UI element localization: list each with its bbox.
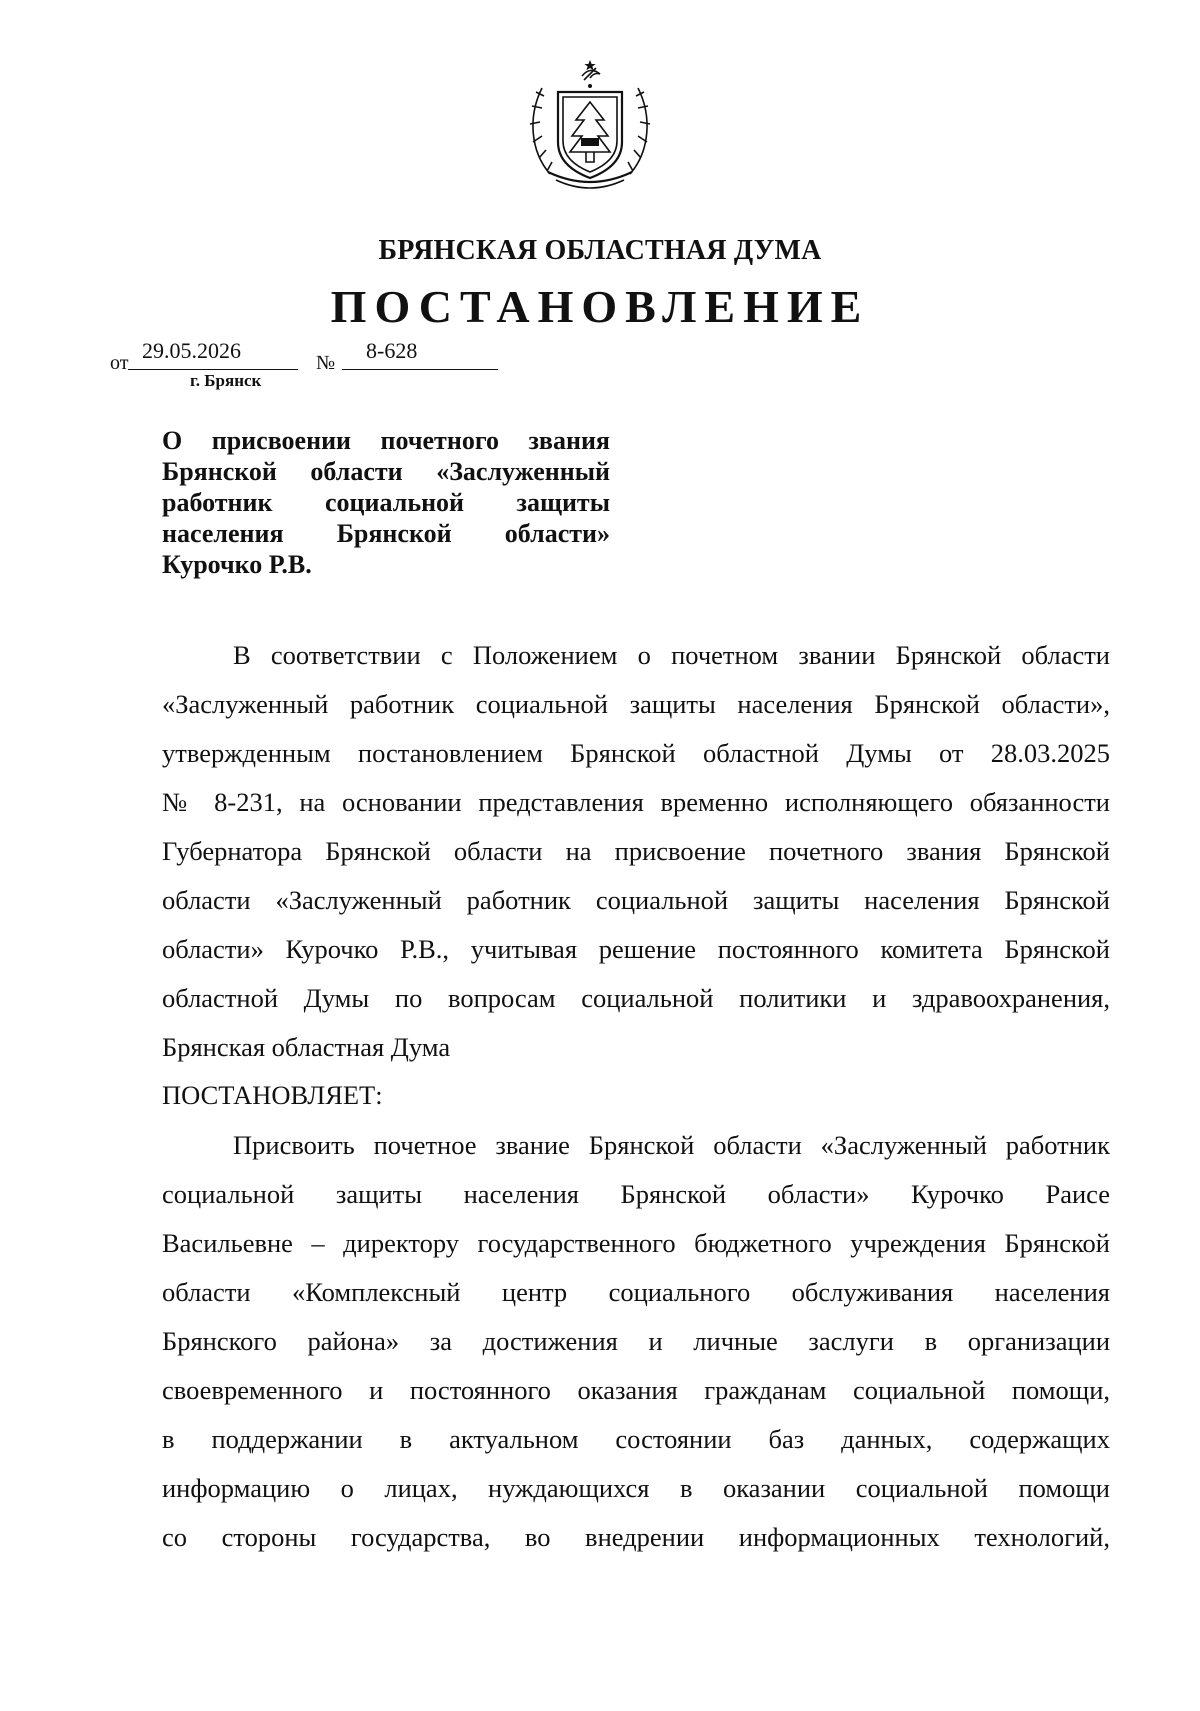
- number-prefix: №: [316, 352, 336, 374]
- subject-line: работник социальной защиты: [162, 488, 610, 517]
- body-line: № 8-231, на основании представления временно исполняющего обязанности: [162, 787, 1110, 817]
- document-number: 8-628: [366, 338, 418, 363]
- number-underline: [342, 369, 498, 370]
- document-subject: [162, 425, 610, 580]
- date-prefix: от: [110, 352, 129, 374]
- body-line: области «Комплексный центр социального обслуживания населения: [162, 1277, 1110, 1307]
- body-line: области «Заслуженный работник социальной защиты населения Брянской: [162, 885, 1110, 915]
- subject-line: Курочко Р.В.: [162, 550, 312, 579]
- body-line: области» Курочко Р.В., учитывая решение постоянного комитета Брянской: [162, 934, 1110, 964]
- body-line: социальной защиты населения Брянской области» Курочко Раисе: [162, 1179, 1110, 1209]
- body-line: в поддержании в актуальном состоянии баз данных, содержащих: [162, 1424, 1110, 1454]
- body-line: Присвоить почетное звание Брянской области «Заслуженный работник: [233, 1130, 1110, 1160]
- date-underline: [128, 369, 298, 370]
- subject-line: Брянской области «Заслуженный: [162, 457, 610, 486]
- subject-line: населения Брянской области»: [162, 519, 610, 548]
- document-type-title: ПОСТАНОВЛЕНИЕ: [330, 281, 870, 332]
- body-line: со стороны государства, во внедрении информационных технологий,: [162, 1522, 1110, 1552]
- body-line: В соответствии с Положением о почетном звании Брянской области: [233, 640, 1110, 670]
- body-line: своевременного и постоянного оказания гражданам социальной помощи,: [162, 1375, 1110, 1405]
- body-line: Васильевне – директору государственного бюджетного учреждения Брянской: [162, 1228, 1110, 1258]
- resolves-heading: ПОСТАНОВЛЯЕТ:: [162, 1080, 383, 1110]
- city-name: г. Брянск: [190, 371, 262, 390]
- body-line: Брянская областная Дума: [162, 1032, 451, 1062]
- body-line: областной Думы по вопросам социальной политики и здравоохранения,: [162, 983, 1110, 1013]
- body-line: «Заслуженный работник социальной защиты населения Брянской области»,: [162, 689, 1110, 719]
- document-date: 29.05.2026: [142, 338, 241, 363]
- subject-line: О присвоении почетного звания: [162, 426, 610, 455]
- organization-name: БРЯНСКАЯ ОБЛАСТНАЯ ДУМА: [378, 235, 822, 266]
- body-line: Губернатора Брянской области на присвоение почетного звания Брянской: [162, 836, 1110, 866]
- coat-of-arms-icon: [520, 56, 660, 196]
- body-line: информацию о лицах, нуждающихся в оказании социальной помощи: [162, 1473, 1110, 1503]
- body-line: утвержденным постановлением Брянской областной Думы от 28.03.2025: [162, 738, 1110, 768]
- body-line: Брянского района» за достижения и личные заслуги в организации: [162, 1326, 1110, 1356]
